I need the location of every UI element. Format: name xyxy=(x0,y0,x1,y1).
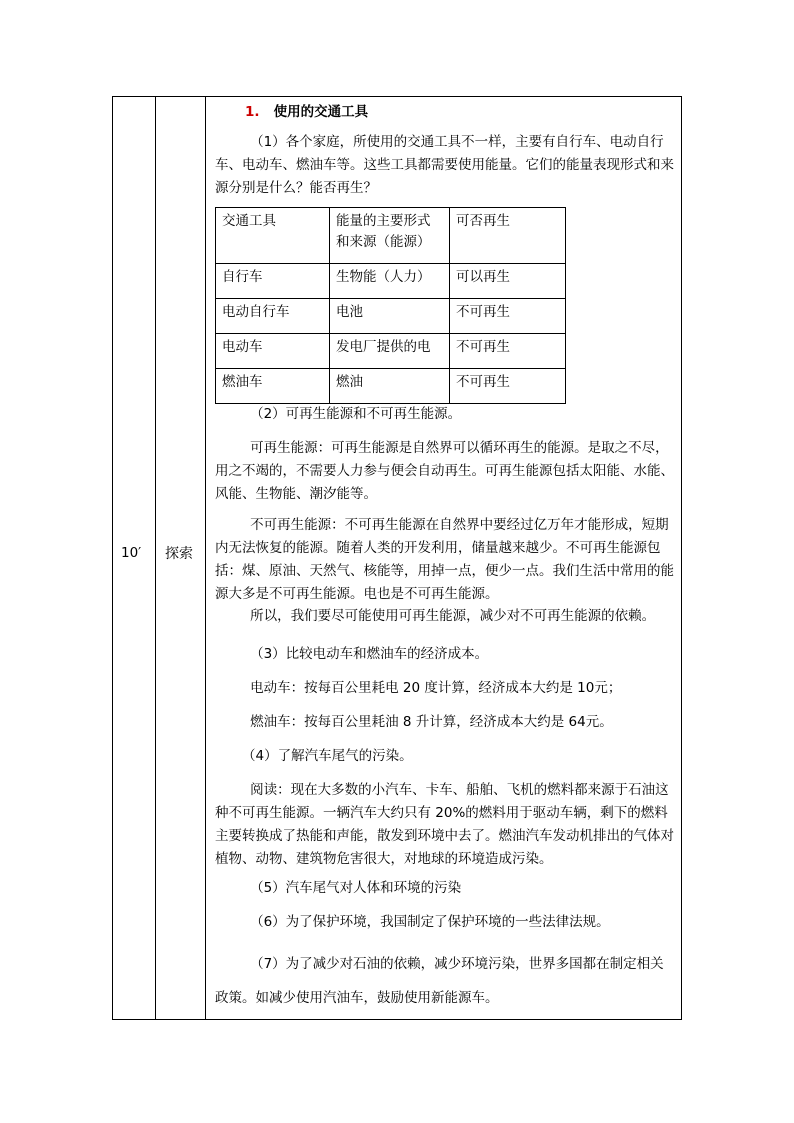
table-row xyxy=(216,369,566,404)
table-cell: 燃油车 xyxy=(216,369,330,404)
table-cell: 不可再生 xyxy=(450,299,566,334)
column-divider xyxy=(205,97,206,1019)
content-cell xyxy=(207,97,681,1019)
paragraph: 电动车：按每百公里耗电 20 度计算，经济成本大约是 10元； xyxy=(250,680,622,696)
paragraph: 可再生能源：可再生能源是自然界可以循环再生的能源。是取之不尽，用之不竭的，不需要人力参与便会自动再生。可再生能源包括太阳能、水能、风能、生物能、潮汐能等。 xyxy=(215,440,674,502)
paragraph: （4）了解汽车尾气的污染。 xyxy=(242,748,413,764)
table-header-cell: 能量的主要形式和来源（能源） xyxy=(330,208,450,264)
paragraph: 阅读：现在大多数的小汽车、卡车、船舶、飞机的燃料都来源于石油这种不可再生能源。一辆汽车大约只有 20%的燃料用于驱动车辆，剩下的燃料主要转换成了热能和声能，散发到环境中去了。燃油汽车发动机排出的气体对植物、动物、建筑物危害很大，对地球的环境造成污染。 xyxy=(215,782,674,867)
table-cell: 不可再生 xyxy=(450,369,566,404)
phase-cell: 探索 xyxy=(165,546,193,562)
table-cell: 电动自行车 xyxy=(216,299,330,334)
table-header-cell: 可否再生 xyxy=(450,208,566,264)
table-cell: 生物能（人力） xyxy=(330,264,450,299)
paragraph: （2）可再生能源和不可再生能源。 xyxy=(250,406,462,422)
table-cell: 可以再生 xyxy=(450,264,566,299)
table-cell: 发电厂提供的电 xyxy=(330,334,450,369)
paragraph: （5）汽车尾气对人体和环境的污染 xyxy=(250,880,462,896)
table-cell: 电池 xyxy=(330,299,450,334)
table-cell: 电动车 xyxy=(216,334,330,369)
table-row xyxy=(216,334,566,369)
table-cell: 自行车 xyxy=(216,264,330,299)
paragraph: 不可再生能源：不可再生能源在自然界中要经过亿万年才能形成，短期内无法恢复的能源。随着人类的开发利用，储量越来越少。不可再生能源包括：煤、原油、天然气、核能等，用掉一点，便少一点。我们生活中常用的能源大多是不可再生能源。电也是不可再生能源。 xyxy=(215,517,674,602)
paragraph: 燃油车：按每百公里耗油 8 升计算，经济成本大约是 64元。 xyxy=(250,714,613,730)
section-title: 使用的交通工具 xyxy=(273,104,369,120)
paragraph: 所以，我们要尽可能使用可再生能源，减少对不可再生能源的依赖。 xyxy=(250,608,656,624)
table-row xyxy=(216,264,566,299)
time-cell: 10′ xyxy=(121,545,142,561)
energy-table xyxy=(215,207,566,404)
lesson-table xyxy=(112,96,682,1020)
section-number: 1. xyxy=(245,104,260,120)
section-heading xyxy=(245,101,707,124)
table-cell: 不可再生 xyxy=(450,334,566,369)
paragraph: （6）为了保护环境，我国制定了保护环境的一些法律法规。 xyxy=(250,914,610,930)
table-cell: 燃油 xyxy=(330,369,450,404)
paragraph: （1）各个家庭，所使用的交通工具不一样，主要有自行车、电动自行车、电动车、燃油车等。这些工具都需要使用能量。它们的能量表现形式和来源分别是什么？能否再生？ xyxy=(215,134,674,196)
paragraph: （3）比较电动车和燃油车的经济成本。 xyxy=(250,646,489,662)
table-row xyxy=(216,299,566,334)
paragraph: （7）为了减少对石油的依赖，减少环境污染，世界多国都在制定相关政策。如减少使用汽油车，鼓励使用新能源车。 xyxy=(215,956,664,1006)
table-header-row xyxy=(216,208,566,264)
table-header-cell: 交通工具 xyxy=(216,208,330,264)
